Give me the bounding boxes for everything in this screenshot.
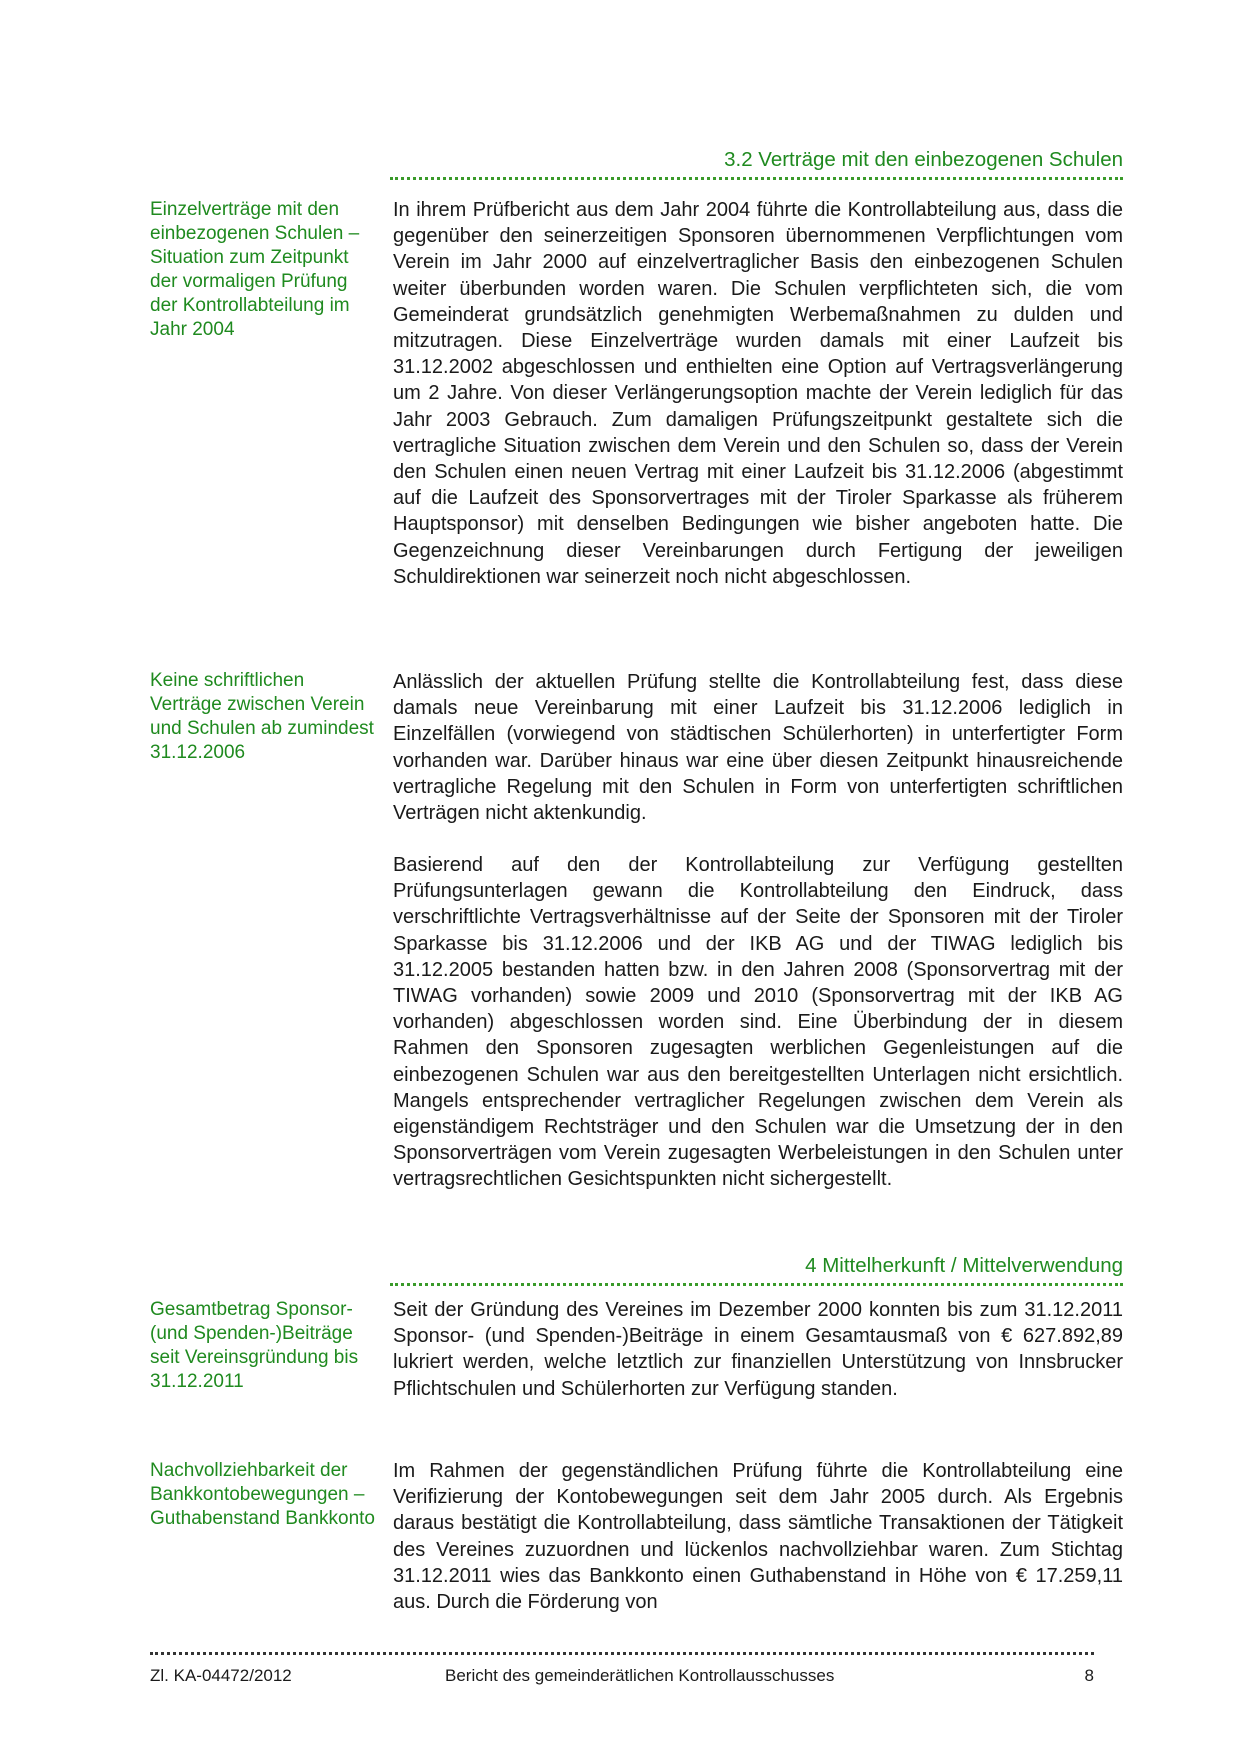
margin-note: Nachvollziehbarkeit der Bankkontobewegungen – Guthabenstand Bankkonto <box>150 1460 376 1529</box>
paragraph: Anlässlich der aktuellen Prüfung stellte die Kontrollabteilung fest, dass diese damals neue Vereinbarung mit einer Laufzeit bis 31.12.2006 lediglich in Einzelfällen (vorwiegend von städtischen Schülerhorten) in unterfertigter Form vorhanden war. Darüber hinaus war eine über diesen Zeitpunkt hinausreichende vertragliche Regelung mit den Schulen in Form von unterfertigten schriftlichen Verträgen nicht aktenkundig. <box>393 671 1123 825</box>
margin-note: Einzelverträge mit den einbezogenen Schulen – Situation zum Zeitpunkt der vormaligen Prüfung der Kontrollabteilung im Jahr 2004 <box>150 199 360 340</box>
paragraph: Im Rahmen der gegenständlichen Prüfung führte die Kontrollabteilung eine Verifizierung der Kontobewegungen seit dem Jahr 2005 durch. Als Ergebnis daraus bestätigt die Kontrollabteilung, dass sämtliche Transaktionen der Tätigkeit des Vereines zuzuordnen und lückenlos nachvollziehbar waren. Zum Stichtag 31.12.2011 wies das Bankkonto einen Guthabenstand in Höhe von € 17.259,11 aus. Durch die Förderung von <box>393 1460 1123 1614</box>
footer-reference: Zl. KA-04472/2012 <box>150 1666 292 1685</box>
heading-divider <box>390 1283 1123 1286</box>
paragraph: In ihrem Prüfbericht aus dem Jahr 2004 führte die Kontrollabteilung aus, dass die gegenüber den seinerzeitigen Sponsoren übernommenen Verpflichtungen vom Verein im Jahr 2000 auf einzelvertraglicher Basis den einbezogenen Schulen weiter überbunden worden waren. Die Schulen verpflichteten sich, die vom Gemeinderat grundsätzlich genehmigten Werbemaßnahmen zu dulden und mitzutragen. Diese Einzelverträge wurden damals mit einer Laufzeit bis 31.12.2002 abgeschlossen und enthielten eine Option auf Vertragsverlängerung um 2 Jahre. Von dieser Verlängerungsoption machte der Verein lediglich für das Jahr 2003 Gebrauch. Zum damaligen Prüfungszeitpunkt gestaltete sich die vertragliche Situation zwischen dem Verein und den Schulen so, dass der Verein den Schulen einen neuen Vertrag mit einer Laufzeit bis 31.12.2006 (abgestimmt auf die Laufzeit des Sponsorvertrages mit der Tiroler Sparkasse als früherem Hauptsponsor) mit denselben Bedingungen wie bisher angeboten hatte. Die Gegenzeichnung dieser Vereinbarungen durch Fertigung der jeweiligen Schuldirektionen war seinerzeit noch nicht abgeschlossen. <box>393 199 1123 588</box>
margin-note: Gesamtbetrag Sponsor- (und Spenden-)Beiträge seit Vereinsgründung bis 31.12.2011 <box>150 1299 359 1392</box>
paragraph: Seit der Gründung des Vereines im Dezember 2000 konnten bis zum 31.12.2011 Sponsor- (und Spenden-)Beiträge in einem Gesamtausmaß von € 627.892,89 lukriert werden, welche letztlich zur finanziellen Unterstützung von Innsbrucker Pflichtschulen und Schülerhorten zur Verfügung standen. <box>393 1299 1123 1400</box>
heading-divider <box>390 177 1123 180</box>
section-heading-3-2: 3.2 Verträge mit den einbezogenen Schulen <box>724 148 1123 171</box>
footer-divider <box>150 1652 1094 1655</box>
paragraph: Basierend auf den der Kontrollabteilung zur Verfügung gestellten Prüfungsunterlagen gewann die Kontrollabteilung den Eindruck, dass verschriftlichte Vertragsverhältnisse auf der Seite der Sponsoren mit der Tiroler Sparkasse bis 31.12.2006 und der IKB AG und der TIWAG lediglich bis 31.12.2005 bestanden hatten bzw. in den Jahren 2008 (Sponsorvertrag mit der TIWAG vorhanden) sowie 2009 und 2010 (Sponsorvertrag mit der IKB AG vorhanden) abgeschlossen worden sind. Eine Überbindung der in diesem Rahmen den Sponsoren zugesagten werblichen Gegenleistungen auf die einbezogenen Schulen war aus den bereitgestellten Unterlagen nicht ersichtlich. Mangels entsprechender vertraglicher Regelungen zwischen dem Verein als eigenständigem Rechtsträger und den Schulen war die Umsetzung der in den Sponsorverträgen vom Verein zugesagten Werbeleistungen in den Schulen unter vertragsrechtlichen Gesichtspunkten nicht sichergestellt. <box>393 854 1123 1191</box>
margin-note: Keine schriftlichen Verträge zwischen Verein und Schulen ab zumindest 31.12.2006 <box>150 670 374 763</box>
section-heading-4: 4 Mittelherkunft / Mittelverwendung <box>805 1254 1123 1277</box>
footer-title: Bericht des gemeinderätlichen Kontrollausschusses <box>445 1666 835 1685</box>
page-number: 8 <box>1084 1666 1094 1685</box>
